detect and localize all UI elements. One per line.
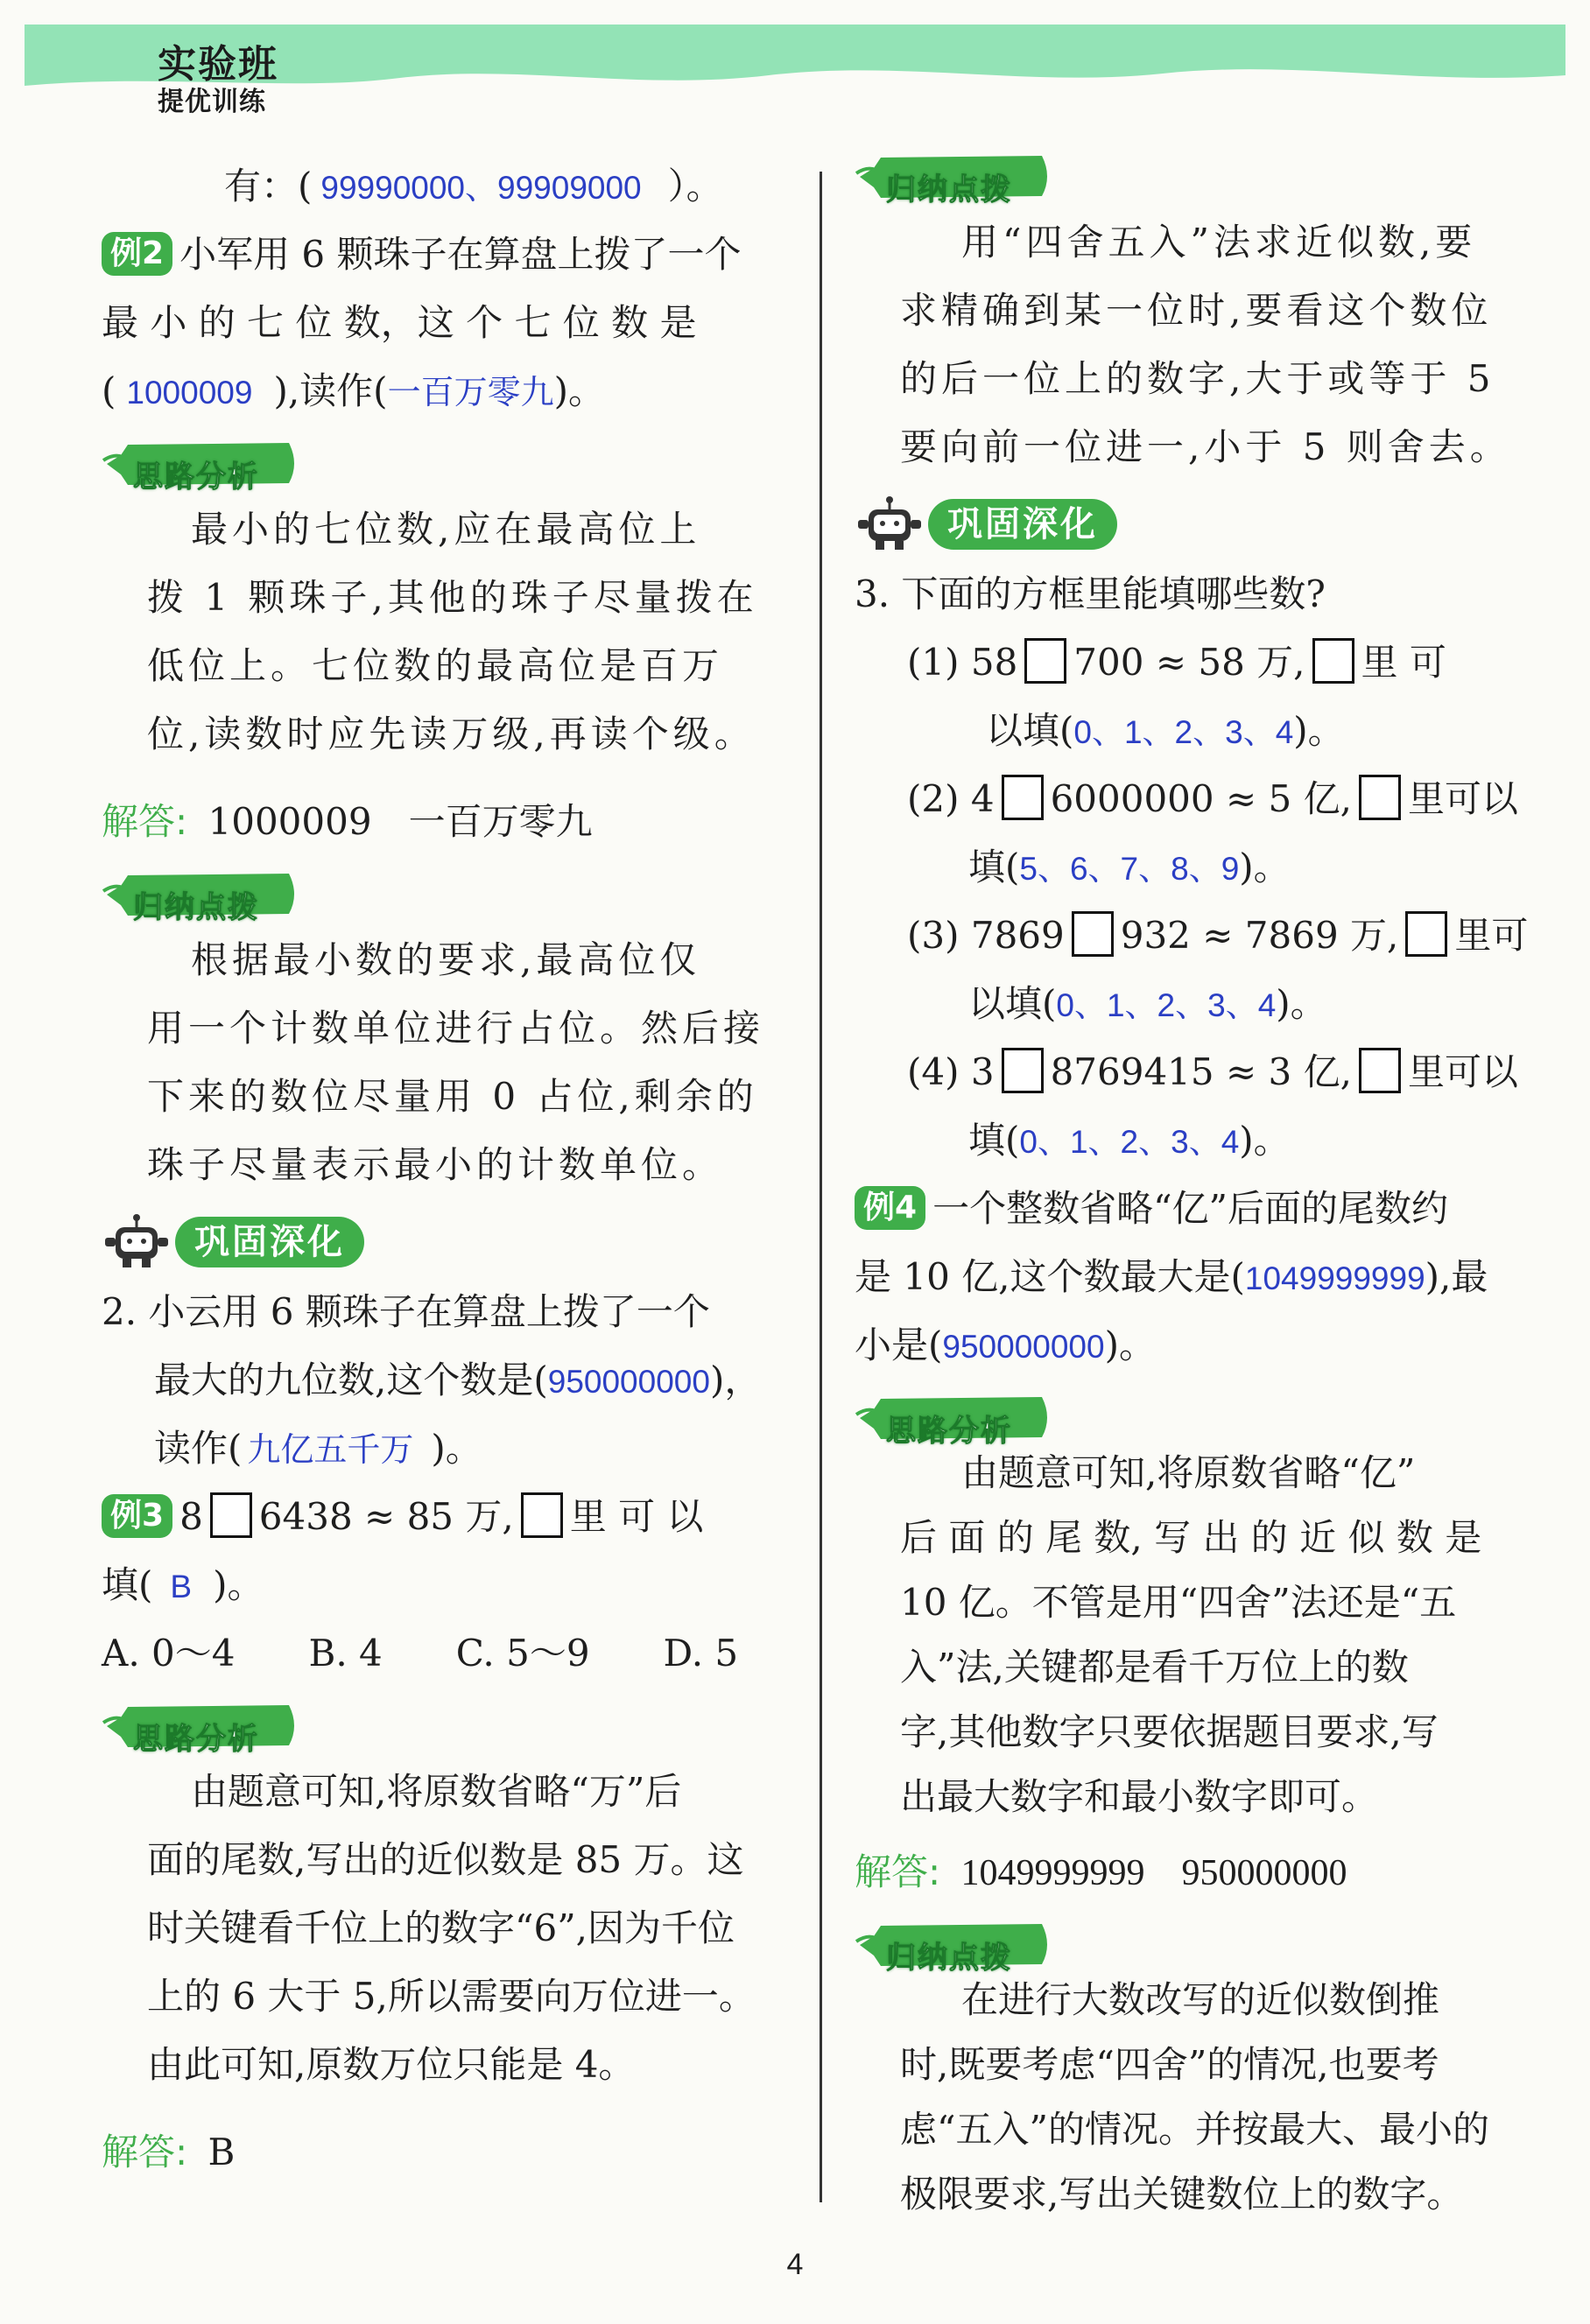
blank-box xyxy=(210,1492,252,1538)
example-4: 例4 一个整数省略“亿”后面的尾数约 是 10 亿,这个数最大是(1049999999),最 小是(950000000)。 xyxy=(855,1187,1488,1366)
answer-reading: 一百万零九 xyxy=(387,373,554,411)
answer-choice: B xyxy=(170,1569,193,1604)
blank-box xyxy=(1002,1048,1044,1093)
analysis-text: 最小的七位数,应在最高位上 拨 1 颗珠子,其他的珠子尽量拨在 低位上。七位数的最高位是百万 位,读数时应先读万级,再读个级。 xyxy=(147,508,758,755)
analysis-text: 由题意可知,将原数省略“万”后 面的尾数,写出的近似数是 85 万。这 时关键看千位上的数字“6”,因为千位 上的 6 大于 5,所以需要向万位进一。 由此可知,原数万位只能是 4。 xyxy=(147,1770,756,2086)
prev-answer-line: 有：( 99990000、99909000 ）。 xyxy=(224,165,723,207)
answer-max: 1049999999 xyxy=(1244,1260,1425,1296)
answer-line: 解答: 1000009 一百万零九 xyxy=(102,800,593,843)
summary-badge: 归纳点拨 xyxy=(102,868,802,921)
prev-answer: 99990000、99909000 xyxy=(320,170,642,206)
robot-icon xyxy=(855,495,925,551)
answer-number: 1000009 xyxy=(126,375,253,411)
answer-line: 解答: 1049999999 950000000 xyxy=(855,1850,1347,1893)
options: A. 0～4 B. 4 C. 5～9 D. 5 xyxy=(102,1632,739,1675)
answer-reading: 九亿五千万 xyxy=(247,1430,414,1469)
summary-text: 在进行大数改写的近似数倒推 时,既要考虑“四舍”的情况,也要考 虑“五入”的情况。并按最大、最小的 极限要求,写出关键数位上的数字。 xyxy=(900,1978,1489,2215)
question-3: 3. 下面的方框里能填哪些数? (1) 58 700 ≈ 58 万, 里 可 以填(0、1、2、3、4)。 (2) 4 6000000 ≈ 5 亿, 里可以 填(5、6、7、8、9)。 (3) 7869 932 ≈ 7869 万, 里可 以填(0、1、2、3、4)。 (4) 3 8769415 ≈ 3 亿, 里可以 填(0、1、2、3、4)。 xyxy=(855,572,1529,1162)
right-column xyxy=(855,151,1546,2227)
question-2: 2. 小云用 6 颗珠子在算盘上拨了一个 最大的九位数,这个数是(950000000)， 读作( 九亿五千万 )。 xyxy=(102,1290,762,1470)
analysis-badge: 思路分析 xyxy=(102,438,802,490)
blank-box xyxy=(1024,638,1066,684)
brand-logo xyxy=(158,42,278,117)
robot-icon xyxy=(102,1213,172,1269)
answer-digits: 5、6、7、8、9 xyxy=(1019,851,1240,887)
answer-digits: 0、1、2、3、4 xyxy=(1056,987,1277,1023)
summary-text: 根据最小数的要求,最高位仅 用一个计数单位进行占位。然后接 下来的数位尽量用 0 占位,剩余的 珠子尽量表示最小的计数单位。 xyxy=(147,938,765,1186)
answer-number: 950000000 xyxy=(547,1364,710,1400)
example-2: 例2 小军用 6 颗珠子在算盘上拨了一个 最 小 的 七 位 数，这 个 七 位 数 是 ( 1000009 ),读作(一百万零九)。 xyxy=(102,233,742,412)
page-number: 4 xyxy=(786,2248,804,2281)
analysis-badge: 思路分析 xyxy=(102,1700,802,1752)
blank-box xyxy=(1072,911,1114,957)
answer-line: 解答: B xyxy=(102,2131,236,2173)
left-column xyxy=(102,152,802,2187)
section-header: 巩固深化 xyxy=(855,490,1546,560)
blank-box xyxy=(521,1492,563,1538)
example-tag: 例3 xyxy=(102,1494,172,1538)
answer-digits: 0、1、2、3、4 xyxy=(1019,1124,1240,1160)
blank-box xyxy=(1312,638,1354,684)
summary-text: 用“四舍五入”法求近似数,要 求精确到某一位时,要看这个数位 的后一位上的数字,大于或等于 5 要向前一位进一,小于 5 则舍去。 xyxy=(900,221,1511,468)
blank-box xyxy=(1405,911,1447,957)
answer-digits: 0、1、2、3、4 xyxy=(1073,714,1294,750)
section-header: 巩固深化 xyxy=(102,1208,802,1278)
example-tag: 例2 xyxy=(102,232,172,276)
summary-badge: 归纳点拨 xyxy=(855,1919,1546,1971)
blank-box xyxy=(1359,775,1401,820)
brand-subtitle: 提优训练 xyxy=(158,87,266,117)
summary-badge: 归纳点拨 xyxy=(855,151,1546,203)
example-3: 例3 8 6438 ≈ 85 万, 里 可 以 填( B )。 A. 0～4 B. 4 C. 5～9 D. 5 xyxy=(102,1483,802,1688)
analysis-badge: 思路分析 xyxy=(855,1392,1546,1444)
brand-title: 实验班 xyxy=(158,42,278,87)
example-tag: 例4 xyxy=(855,1186,925,1230)
analysis-text: 由题意可知,将原数省略“亿” 后 面 的 尾 数, 写 出 的 近 似 数 是 10 亿。不管是用“四舍”法还是“五 入”法,关键都是看千万位上的数 字,其他数字只要依据题目要求,写 出最大数字和最小数字即可。 xyxy=(900,1451,1482,1818)
answer-min: 950000000 xyxy=(942,1329,1105,1365)
blank-box xyxy=(1359,1048,1401,1093)
blank-box xyxy=(1002,775,1044,820)
column-divider xyxy=(820,172,822,2202)
